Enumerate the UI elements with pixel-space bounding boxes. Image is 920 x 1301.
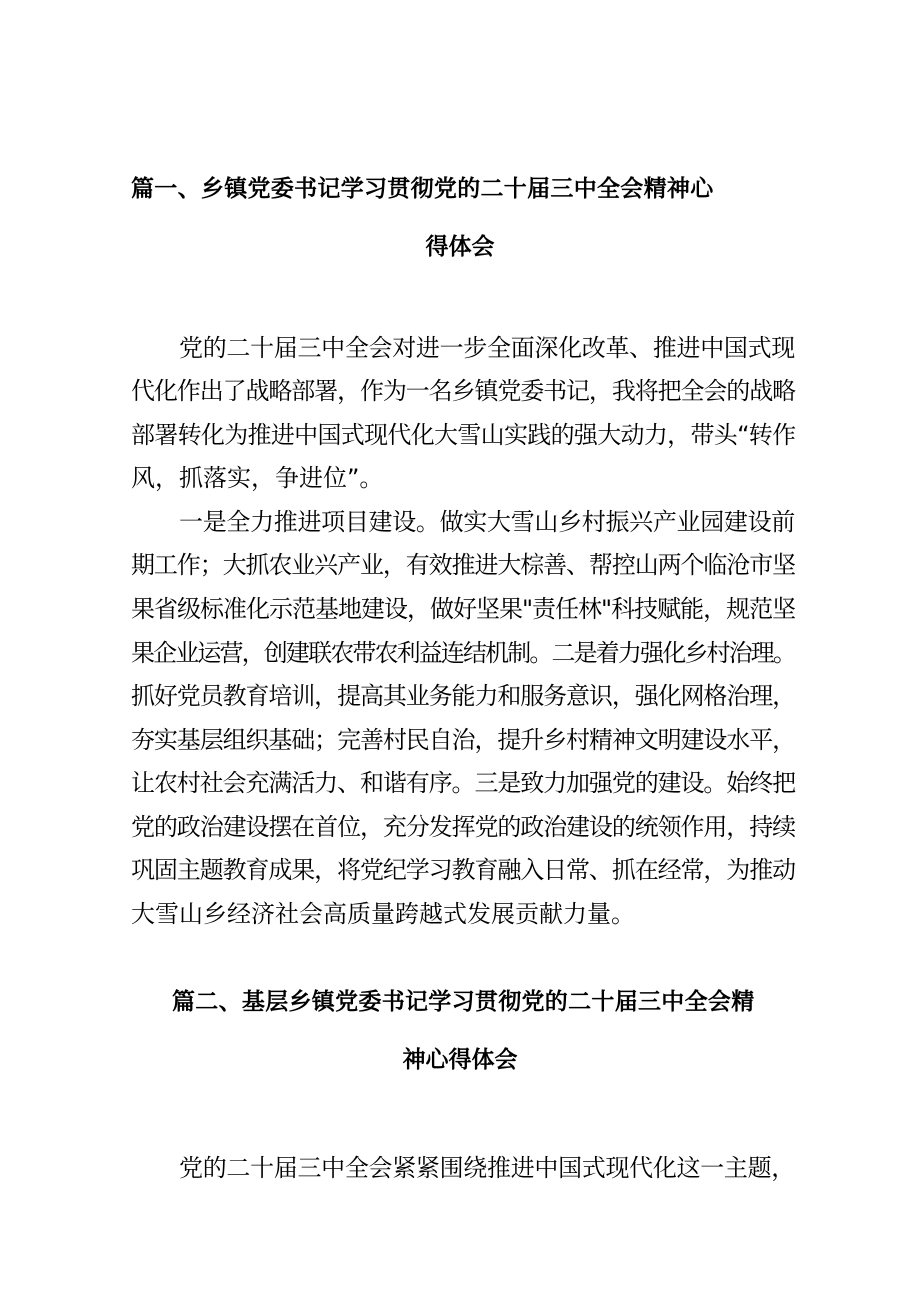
section1-para1-line3: 部署转化为推进中国式现代化大雪山实践的强大动力，带头“转作	[131, 421, 796, 449]
section2-title-line2: 神心得体会	[402, 1047, 518, 1073]
section1-para2-line7: 让农村社会充满活力、和谐有序。三是致力加强党的建设。始终把	[131, 769, 795, 797]
section1-para2-line1: 一是全力推进项目建设。做实大雪山乡村振兴产业园建设前	[179, 508, 795, 536]
section1-para2-line5: 抓好党员教育培训，提高其业务能力和服务意识，强化网格治理，	[131, 682, 795, 710]
section1-title-line1: 篇一、乡镇党委书记学习贯彻党的二十届三中全会精神心	[131, 176, 714, 202]
section1-para2-line6: 夯实基层组织基础；完善村民自治，提升乡村精神文明建设水平，	[131, 726, 795, 754]
section2-title-line1: 篇二、基层乡镇党委书记学习贯彻党的二十届三中全会精	[172, 989, 755, 1015]
section1-para1-line1: 党的二十届三中全会对进一步全面深化改革、推进中国式现	[179, 334, 795, 362]
section1-para2-line3: 果省级标准化示范基地建设，做好坚果"责任林"科技赋能，规范坚	[131, 595, 796, 623]
section1-para2-line9: 巩固主题教育成果，将党纪学习教育融入日常、抓在经常，为推动	[131, 856, 795, 884]
section1-para2-line8: 党的政治建设摆在首位，充分发挥党的政治建设的统领作用，持续	[131, 813, 795, 841]
section1-para2-line2: 期工作；大抓农业兴产业，有效推进大棕善、帮控山两个临沧市坚	[131, 551, 795, 579]
section1-title-line2: 得体会	[425, 234, 495, 260]
section2-para1-line1: 党的二十届三中全会紧紧围绕推进中国式现代化这一主题，	[179, 1154, 795, 1182]
section1-para1-line2: 代化作出了战略部署，作为一名乡镇党委书记，我将把全会的战略	[131, 377, 795, 405]
section1-para2-line10: 大雪山乡经济社会高质量跨越式发展贡献力量。	[131, 900, 635, 928]
section1-para1-line4: 风，抓落实，争进位”。	[131, 464, 384, 492]
section1-para2-line4: 果企业运营，创建联农带农利益连结机制。二是着力强化乡村治理。	[131, 639, 795, 667]
